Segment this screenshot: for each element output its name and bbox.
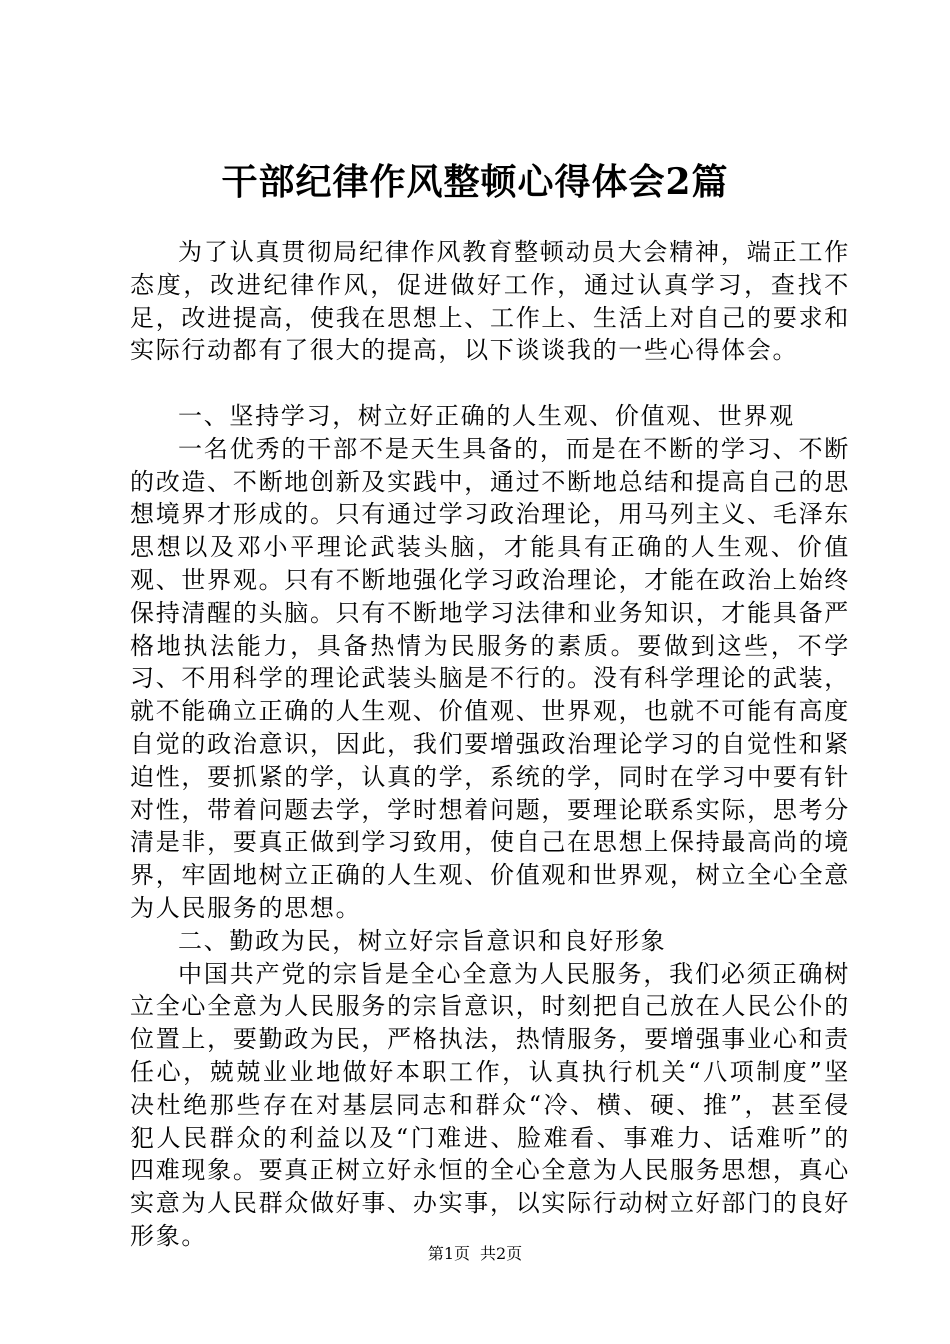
document-body xyxy=(130,236,850,1253)
page-total: 共2页 xyxy=(480,1244,523,1263)
paragraph-gap xyxy=(130,367,850,400)
document-title: 干部纪律作风整顿心得体会2篇 xyxy=(221,161,729,203)
page-number: 第1页 xyxy=(427,1244,470,1263)
section-paragraph-1: 一名优秀的干部不是天生具备的，而是在不断的学习、不断的改造、不断地创新及实践中，通过不断地总结和提高自己的思想境界才形成的。只有通过学习政治理论，用马列主义、毛泽东思想以及邓小平理论武装头脑，才能具有正确的人生观、价值观、世界观。只有不断地强化学习政治理论，才能在政治上始终保持清醒的头脑。只有不断地学习法律和业务知识，才能具备严格地执法能力，具备热情为民服务的素质。要做到这些，不学习、不用科学的理论武装头脑是不行的。没有科学理论的武装，就不能确立正确的人生观、价值观、世界观，也就不可能有高度自觉的政治意识，因此，我们要增强政治理论学习的自觉性和紧迫性，要抓紧的学，认真的学，系统的学，同时在学习中要有针对性，带着问题去学，学时想着问题，要理论联系实际，思考分清是非，要真正做到学习致用，使自己在思想上保持最高尚的境界，牢固地树立正确的人生观、价值观和世界观，树立全心全意为人民服务的思想。 xyxy=(130,434,850,922)
section-paragraph-2: 中国共产党的宗旨是全心全意为人民服务，我们必须正确树立全心全意为人民服务的宗旨意识，时刻把自己放在人民公仆的位置上，要勤政为民，严格执法，热情服务，要增强事业心和责任心，兢兢业业地做好本职工作，认真执行机关“八项制度”坚决杜绝那些存在对基层同志和群众“冷、横、硬、推”，甚至侵犯人民群众的利益以及“门难进、脸难看、事难力、话难听”的四难现象。要真正树立好永恒的全心全意为人民服务思想，真心实意为人民群众做好事、办实事，以实际行动树立好部门的良好形象。 xyxy=(130,959,850,1250)
section-heading-2: 二、勤政为民，树立好宗旨意识和良好形象 xyxy=(178,926,667,955)
section-heading-1: 一、坚持学习，树立好正确的人生观、价值观、世界观 xyxy=(178,401,795,430)
intro-paragraph: 为了认真贯彻局纪律作风教育整顿动员大会精神，端正工作态度，改进纪律作风，促进做好工作，通过认真学习，查找不足，改进提高，使我在思想上、工作上、生活上对自己的要求和实际行动都有了很大的提高，以下谈谈我的一些心得体会。 xyxy=(130,238,850,365)
page-footer xyxy=(0,1244,950,1264)
